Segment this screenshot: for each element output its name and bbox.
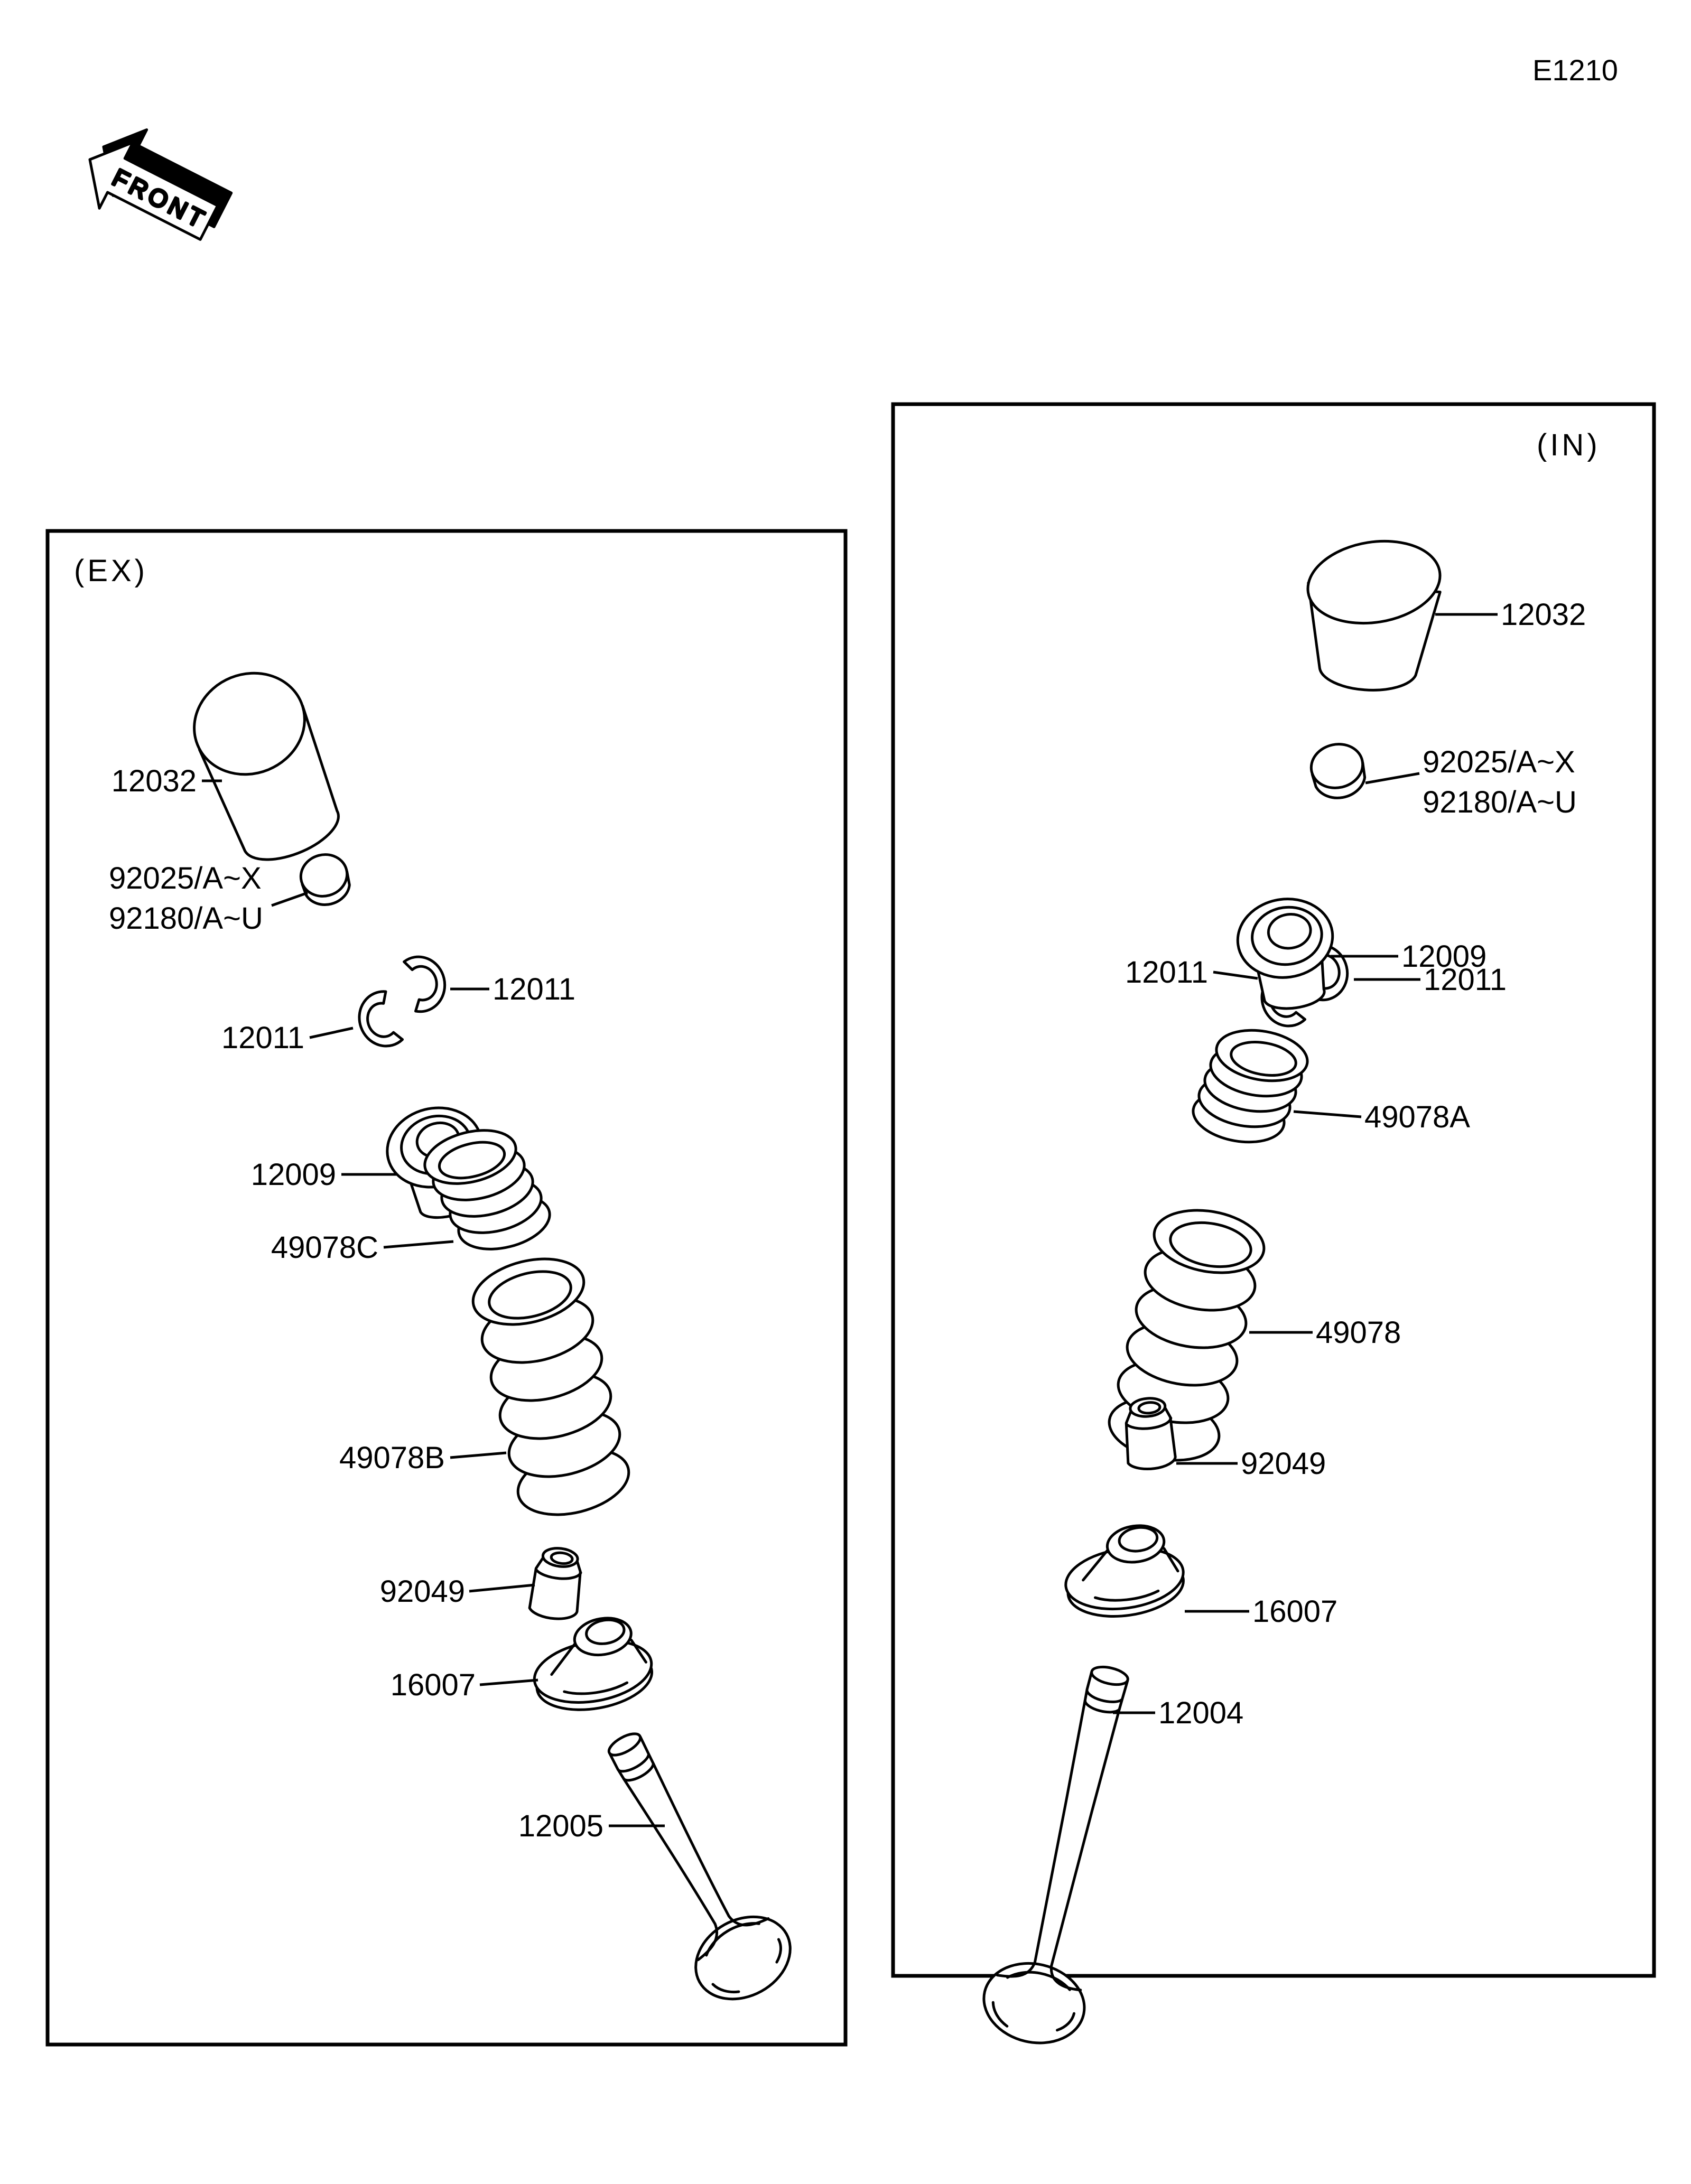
in-inner-spring-leader xyxy=(1294,1112,1361,1117)
in-inner-spring-drawing xyxy=(1189,1024,1311,1149)
part-label-in-valve: 12004 xyxy=(1158,1696,1244,1730)
part-label-ex-tappet: 12032 xyxy=(111,764,197,798)
part-label-ex-seat: 16007 xyxy=(390,1668,476,1702)
ex-valve-drawing xyxy=(578,1714,805,2015)
ex-inner-spring-drawing xyxy=(419,1122,555,1258)
in-panel xyxy=(893,404,1654,2052)
ex-seat-drawing xyxy=(526,1611,657,1718)
in-keeper-left-leader xyxy=(1213,972,1258,978)
in-shim-leader xyxy=(1365,773,1419,783)
part-label-in-tappet: 12032 xyxy=(1501,598,1586,632)
in-panel-title: (IN) xyxy=(1537,428,1601,462)
front-arrow-icon xyxy=(72,116,239,256)
part-label-ex-retainer: 12009 xyxy=(250,1158,336,1192)
ex-keeper-left-leader xyxy=(310,1028,353,1038)
part-label-ex-inner-spring: 49078C xyxy=(271,1230,378,1265)
page-code: E1210 xyxy=(1532,53,1618,87)
ex-seal-drawing xyxy=(528,1546,584,1621)
part-label-in-keeper-left: 12011 xyxy=(1125,955,1208,990)
part-label-in-inner-spring: 49078A xyxy=(1364,1100,1470,1134)
ex-seat-leader xyxy=(480,1680,538,1685)
in-seat-drawing xyxy=(1059,1520,1188,1623)
ex-shim-leader xyxy=(272,893,308,906)
part-label-ex-shim-2: 92180/A~U xyxy=(109,901,263,936)
ex-panel xyxy=(48,531,846,2045)
ex-outer-spring-drawing xyxy=(466,1248,636,1525)
part-label-ex-valve: 12005 xyxy=(518,1809,603,1843)
ex-seal-leader xyxy=(469,1585,535,1591)
ex-keeper-right xyxy=(404,952,450,1013)
ex-keepers-drawing xyxy=(352,952,450,1053)
part-label-in-keeper-right: 12011 xyxy=(1424,963,1507,997)
in-panel-box xyxy=(893,404,1654,1976)
ex-tappet-drawing xyxy=(179,657,354,873)
ex-keeper-left xyxy=(352,990,403,1053)
in-tappet-drawing xyxy=(1295,525,1450,694)
front-arrow-label: FRONT xyxy=(108,163,212,235)
part-label-in-retainer: 12009 xyxy=(1401,939,1487,974)
part-label-in-shim-2: 92180/A~U xyxy=(1423,785,1577,819)
part-label-ex-outer-spring: 49078B xyxy=(339,1441,445,1475)
ex-inner-spring-leader xyxy=(384,1242,453,1247)
ex-panel-title: (EX) xyxy=(74,554,148,588)
part-label-in-seal: 92049 xyxy=(1241,1446,1326,1481)
ex-panel-box xyxy=(48,531,846,2045)
part-label-ex-shim-1: 92025/A~X xyxy=(109,861,262,895)
part-label-ex-keeper-left: 12011 xyxy=(221,1021,304,1055)
in-valve-drawing xyxy=(976,1657,1161,2053)
ex-outer-spring-leader xyxy=(450,1453,506,1458)
part-label-in-outer-spring: 49078 xyxy=(1316,1315,1401,1350)
part-label-ex-keeper-right: 12011 xyxy=(493,972,575,1006)
in-shim-drawing xyxy=(1307,740,1369,803)
part-label-in-shim-1: 92025/A~X xyxy=(1423,745,1575,779)
part-label-ex-seal: 92049 xyxy=(379,1574,465,1609)
part-label-in-seat: 16007 xyxy=(1252,1594,1338,1629)
ex-shim-drawing xyxy=(296,850,354,910)
